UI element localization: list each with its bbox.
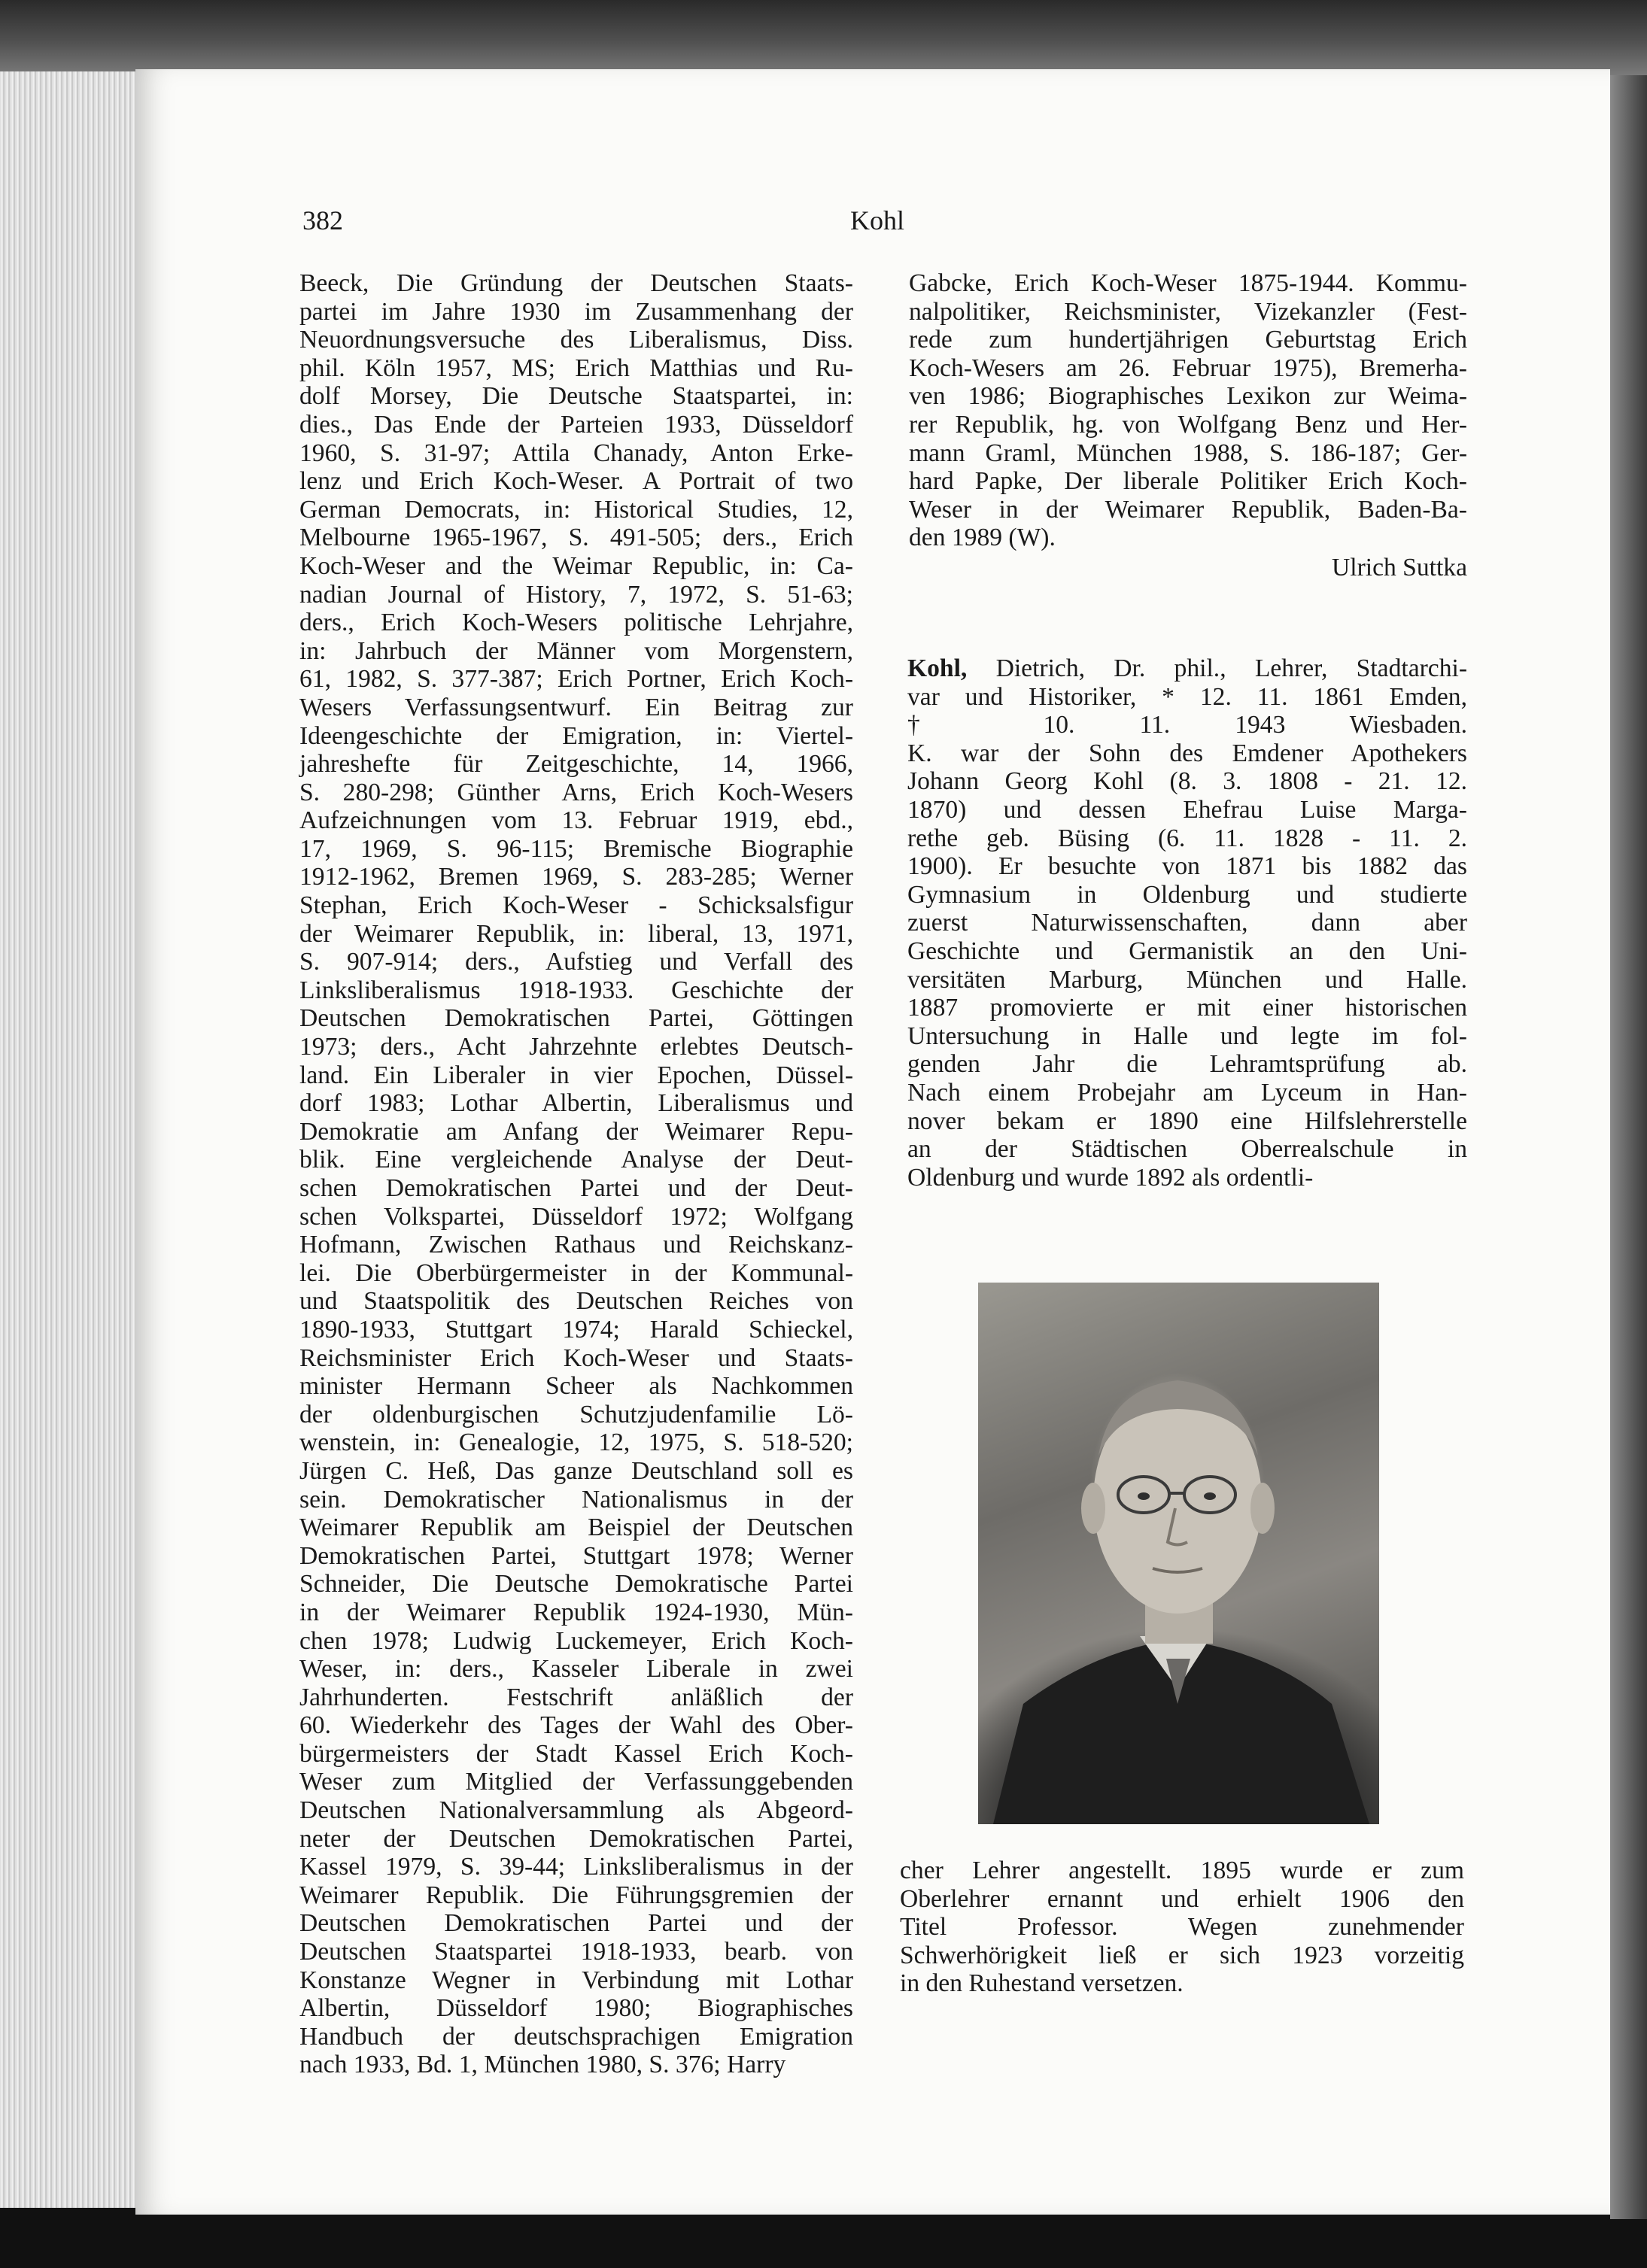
- text-line: 1887 promovierte er mit einer historischen: [907, 994, 1467, 1022]
- text-line: rede zum hundertjährigen Geburtstag Erich: [909, 326, 1467, 354]
- text-line: 1870) und dessen Ehefrau Luise Marga-: [907, 795, 1467, 824]
- text-line: 1900). Er besuchte von 1871 bis 1882 das: [907, 852, 1467, 881]
- text-line: ders., Erich Koch-Wesers politische Lehrjahre,: [299, 609, 853, 637]
- text-line: Deutschen Demokratischen Partei und der: [299, 1909, 853, 1938]
- text-line: blik. Eine vergleichende Analyse der Deut-: [299, 1146, 853, 1174]
- text-line: Wesers Verfassungsentwurf. Ein Beitrag zur: [299, 693, 853, 721]
- scan-background-bottom: [0, 2208, 1647, 2268]
- running-title: Kohl: [850, 205, 904, 235]
- portrait-photo: [978, 1283, 1379, 1824]
- text-line: zuerst Naturwissenschaften, dann aber: [907, 909, 1467, 937]
- page-number: 382: [302, 205, 343, 235]
- text-line: Deutschen Staatspartei 1918-1933, bearb. von: [299, 1938, 853, 1966]
- text-line: Deutschen Nationalversammlung als Abgeord-: [299, 1796, 853, 1825]
- text-line: 1960, S. 31-97; Attila Chanady, Anton Erke-: [299, 439, 853, 467]
- biography-entry: [907, 654, 1467, 1192]
- text-line: Beeck, Die Gründung der Deutschen Staats-: [299, 269, 853, 297]
- text-line: Handbuch der deutschsprachigen Emigration: [299, 2022, 853, 2051]
- text-line: der oldenburgischen Schutzjudenfamilie Lö-: [299, 1400, 853, 1429]
- text-line: versitäten Marburg, München und Halle.: [907, 965, 1467, 994]
- text-line: nalpolitiker, Reichsminister, Vizekanzler (Fest-: [909, 297, 1467, 326]
- text-line: in: Jahrbuch der Männer vom Morgenstern,: [299, 636, 853, 665]
- text-line: Linksliberalismus 1918-1933. Geschichte der: [299, 976, 853, 1004]
- text-line: Konstanze Wegner in Verbindung mit Lothar: [299, 1966, 853, 1994]
- text-line: wenstein, in: Genealogie, 12, 1975, S. 518-520;: [299, 1429, 853, 1457]
- text-line: Gymnasium in Oldenburg und studierte: [907, 880, 1467, 909]
- text-line: Aufzeichnungen vom 13. Februar 1919, ebd.,: [299, 806, 853, 835]
- text-line: an der Städtischen Oberrealschule in: [907, 1135, 1467, 1164]
- text-line: partei im Jahre 1930 im Zusammenhang der: [299, 297, 853, 326]
- text-line: neter der Deutschen Demokratischen Partei,: [299, 1824, 853, 1853]
- text-line: 1912-1962, Bremen 1969, S. 283-285; Werner: [299, 863, 853, 891]
- text-line: Koch-Weser and the Weimar Republic, in: Ca-: [299, 551, 853, 580]
- text-line: Demokratie am Anfang der Weimarer Repu-: [299, 1117, 853, 1146]
- text-line: Ideengeschichte der Emigration, in: Viertel-: [299, 721, 853, 750]
- text-line: den 1989 (W).: [909, 524, 1056, 552]
- text-line: bürgermeisters der Stadt Kassel Erich Koch-: [299, 1739, 853, 1768]
- text-line: K. war der Sohn des Emdener Apothekers: [907, 739, 1467, 767]
- book-edge-right: [1610, 75, 1647, 2219]
- text-line: minister Hermann Scheer als Nachkommen: [299, 1372, 853, 1401]
- text-line: Schneider, Die Deutsche Demokratische Partei: [299, 1570, 853, 1599]
- text-line: Reichsminister Erich Koch-Weser und Staats-: [299, 1343, 853, 1372]
- text-line: nach 1933, Bd. 1, München 1980, S. 376; Harry: [299, 2051, 786, 2079]
- text-line: 17, 1969, S. 96-115; Bremische Biographie: [299, 834, 853, 863]
- text-line: rethe geb. Büsing (6. 11. 1828 - 11. 2.: [907, 824, 1467, 852]
- text-line: Weser, in: ders., Kasseler Liberale in zwei: [299, 1655, 853, 1684]
- text-line: Nach einem Probejahr am Lyceum in Han-: [907, 1078, 1467, 1107]
- text-line: dolf Morsey, Die Deutsche Staatspartei, in:: [299, 382, 853, 411]
- page-edges-left: [0, 71, 145, 2253]
- portrait-drawing: [978, 1283, 1379, 1824]
- text-line: genden Jahr die Lehramtsprüfung ab.: [907, 1050, 1467, 1079]
- biography-entry-continuation: [900, 1857, 1464, 1998]
- text-line: Deutschen Demokratischen Partei, Göttingen: [299, 1004, 853, 1033]
- text-line: hard Papke, Der liberale Politiker Erich Koch-: [909, 467, 1467, 496]
- text-line: chen 1978; Ludwig Luckemeyer, Erich Koch-: [299, 1626, 853, 1655]
- left-column-bibliography: [299, 269, 853, 2079]
- text-line: 1973; ders., Acht Jahrzehnte erlebtes Deutsch-: [299, 1033, 853, 1061]
- text-line: Albertin, Düsseldorf 1980; Biographisches: [299, 1994, 853, 2023]
- author-signature: Ulrich Suttka: [1332, 553, 1467, 581]
- text-line: und Staatspolitik des Deutschen Reiches von: [299, 1287, 853, 1316]
- text-line: sein. Demokratischer Nationalismus in der: [299, 1485, 853, 1514]
- text-line: 1890-1933, Stuttgart 1974; Harald Schieckel,: [299, 1315, 853, 1343]
- text-line: Weimarer Republik. Die Führungsgremien der: [299, 1881, 853, 1909]
- text-line: in den Ruhestand versetzen.: [900, 1969, 1184, 1998]
- text-line: Hofmann, Zwischen Rathaus und Reichskanz-: [299, 1231, 853, 1259]
- text-line: Oberlehrer ernannt und erhielt 1906 den: [900, 1884, 1464, 1913]
- text-line: mann Graml, München 1988, S. 186-187; Ger-: [909, 439, 1467, 467]
- text-line: Dietrich, Dr. phil., Lehrer, Stadtarchi-: [967, 654, 1467, 682]
- text-line: dies., Das Ende der Parteien 1933, Düsseldorf: [299, 410, 853, 439]
- text-line: German Democrats, in: Historical Studies, 12,: [299, 495, 853, 524]
- text-line: Geschichte und Germanistik an den Uni-: [907, 937, 1467, 965]
- text-line: S. 907-914; ders., Aufstieg und Verfall des: [299, 948, 853, 976]
- text-line: Neuordnungsversuche des Liberalismus, Diss.: [299, 326, 853, 354]
- text-line: jahreshefte für Zeitgeschichte, 14, 1966,: [299, 750, 853, 779]
- text-line: schen Volkspartei, Düsseldorf 1972; Wolfgang: [299, 1202, 853, 1231]
- text-line: Weimarer Republik am Beispiel der Deutschen: [299, 1514, 853, 1542]
- text-line: lenz und Erich Koch-Weser. A Portrait of two: [299, 467, 853, 496]
- text-line: Melbourne 1965-1967, S. 491-505; ders., Erich: [299, 524, 853, 552]
- text-line: Stephan, Erich Koch-Weser - Schicksalsfigur: [299, 891, 853, 920]
- text-line: Weser in der Weimarer Republik, Baden-Ba-: [909, 495, 1467, 524]
- entry-headword: Kohl,: [907, 654, 968, 682]
- text-line: schen Demokratischen Partei und der Deut-: [299, 1174, 853, 1202]
- text-line: Koch-Wesers am 26. Februar 1975), Bremerha-: [909, 354, 1467, 382]
- text-line: Johann Georg Kohl (8. 3. 1808 - 21. 12.: [907, 767, 1467, 796]
- text-line: Gabcke, Erich Koch-Weser 1875-1944. Kommu-: [909, 269, 1467, 297]
- text-line: land. Ein Liberaler in vier Epochen, Düssel-: [299, 1061, 853, 1089]
- text-line: dorf 1983; Lothar Albertin, Liberalismus und: [299, 1089, 853, 1118]
- text-line: Titel Professor. Wegen zunehmender: [900, 1913, 1464, 1942]
- text-line: † 10. 11. 1943 Wiesbaden.: [907, 711, 1467, 739]
- text-line: S. 280-298; Günther Arns, Erich Koch-Wesers: [299, 778, 853, 806]
- text-line: Weser zum Mitglied der Verfassunggebenden: [299, 1768, 853, 1796]
- text-line: in der Weimarer Republik 1924-1930, Mün-: [299, 1598, 853, 1626]
- text-line: lei. Die Oberbürgermeister in der Kommunal-: [299, 1258, 853, 1287]
- text-line: rer Republik, hg. von Wolfgang Benz und Her-: [909, 410, 1467, 439]
- book-binding-top: [0, 0, 1647, 75]
- text-line: Jürgen C. Heß, Das ganze Deutschland soll es: [299, 1456, 853, 1485]
- text-line: phil. Köln 1957, MS; Erich Matthias und Ru-: [299, 354, 853, 382]
- text-line: nadian Journal of History, 7, 1972, S. 51-63;: [299, 580, 853, 609]
- text-line: der Weimarer Republik, in: liberal, 13, 1971,: [299, 919, 853, 948]
- text-line: Schwerhörigkeit ließ er sich 1923 vorzeitig: [900, 1941, 1464, 1969]
- text-line: Demokratischen Partei, Stuttgart 1978; Werner: [299, 1541, 853, 1570]
- text-line: nover bekam er 1890 eine Hilfslehrerstelle: [907, 1107, 1467, 1135]
- text-line: Jahrhunderten. Festschrift anläßlich der: [299, 1683, 853, 1711]
- text-line: ven 1986; Biographisches Lexikon zur Weima-: [909, 382, 1467, 411]
- text-line: 61, 1982, S. 377-387; Erich Portner, Erich Koch-: [299, 665, 853, 694]
- text-line: cher Lehrer angestellt. 1895 wurde er zum: [900, 1857, 1464, 1884]
- text-line: 60. Wiederkehr des Tages der Wahl des Ober-: [299, 1711, 853, 1740]
- text-line: Kassel 1979, S. 39-44; Linksliberalismus in der: [299, 1853, 853, 1881]
- text-line: Untersuchung in Halle und legte im fol-: [907, 1022, 1467, 1050]
- text-line: Oldenburg und wurde 1892 als ordentli-: [907, 1163, 1314, 1192]
- text-line: var und Historiker, * 12. 11. 1861 Emden,: [907, 682, 1467, 711]
- right-column-bibliography: [909, 269, 1467, 582]
